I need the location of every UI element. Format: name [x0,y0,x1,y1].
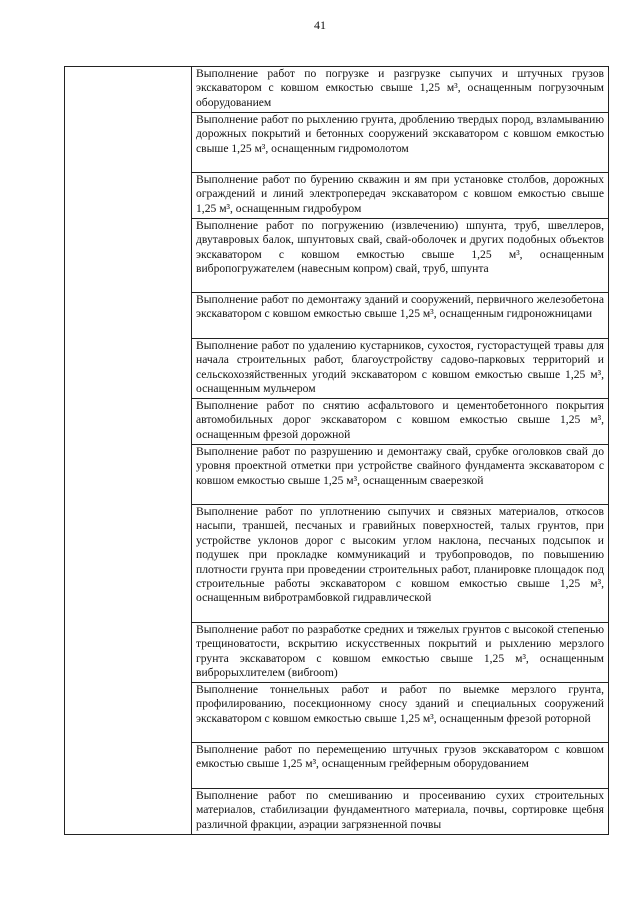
table-cell [192,67,609,113]
table-cell [192,113,609,173]
row-text: Выполнение работ по удалению кустарников, сухостоя, густорастущей травы для начала строительных работ, благоустройству садово-парковых территорий и сельскохозяйственных угодий экскаватором с ковшом емкостью свыше 1,25 м³, оснащенным мульчером [196,339,604,396]
row-text: Выполнение работ по уплотнению сыпучих и связных материалов, откосов насыпи, траншей, песчаных и гравийных поверхностей, талых грунтов, при устройстве уклонов дорог с высоким углом наклона, песчаных подсыпок и подушек при прокладке коммуникаций и трубопроводов, по повышению плотности грунта при проведении строительных работ, планировке площадок под строительные работы экскаватором с ковшом емкостью свыше 1,25 м³, оснащенным вибротрамбовкой гидравлической [196,505,604,605]
table-cell [192,293,609,339]
table-row [65,67,609,113]
table-cell [192,743,609,789]
row-text: Выполнение работ по демонтажу зданий и сооружений, первичного железобетона экскаватором с ковшом емкостью свыше 1,25 м³, оснащенным гидроножницами [196,293,604,321]
table-cell [192,789,609,835]
row-text: Выполнение работ по снятию асфальтового и цементобетонного покрытия автомобильных дорог экскаватором с ковшом емкостью свыше 1,25 м³, оснащенным фрезой дорожной [196,399,604,441]
row-text: Выполнение работ по разработке средних и тяжелых грунтов с высокой степенью трещиноватости, вскрытию искусственных покрытий и рыхлению мерзлого грунта экскаватором с ковшом емкостью свыше 1,25 м³, оснащенным виброрыхлителем (вибroom) [196,623,604,680]
row-text: Выполнение работ по перемещению штучных грузов экскаватором с ковшом емкостью свыше 1,25 м³, оснащенным грейферным оборудованием [196,743,604,771]
services-table [64,66,609,835]
row-text: Выполнение работ по погрузке и разгрузке сыпучих и штучных грузов экскаватором с ковшом емкостью свыше 1,25 м³, оснащенным погрузочным оборудованием [196,67,604,109]
row-text: Выполнение работ по бурению скважин и ям при установке столбов, дорожных ограждений и линий электропередач экскаватором с ковшом емкостью свыше 1,25 м³, оснащенным гидробуром [196,173,604,215]
table-cell [192,399,609,445]
left-column-empty [65,67,192,835]
row-text: Выполнение работ по смешиванию и просеиванию сухих строительных материалов, стабилизации фундаментного материала, почвы, сортировке щебня различной фракции, аэрации загрязненной почвы [196,789,604,831]
table-cell [192,445,609,505]
row-text: Выполнение тоннельных работ и работ по выемке мерзлого грунта, профилированию, посекционному сносу зданий и специальных сооружений экскаватором с ковшом емкостью свыше 1,25 м³, оснащенным фрезой роторной [196,683,604,725]
page-number: 41 [314,18,326,32]
table-cell [192,219,609,293]
table-cell [192,173,609,219]
table-cell [192,505,609,623]
table-cell [192,683,609,743]
row-text: Выполнение работ по разрушению и демонтажу свай, срубке оголовков свай до уровня проектной отметки при устройстве свайного фундамента экскаватором с ковшом емкостью свыше 1,25 м³, оснащенным сваерезкой [196,445,604,487]
table-cell [192,623,609,683]
row-text: Выполнение работ по погружению (извлечению) шпунта, труб, швеллеров, двутавровых балок, шпунтовых свай, свай-оболочек и других подобных объектов экскаватором с ковшом емкостью свыше 1,25 м³, оснащенным вибропогружателем (навесным копром) свай, труб, шпунта [196,219,604,276]
table-cell [192,339,609,399]
row-text: Выполнение работ по рыхлению грунта, дроблению твердых пород, взламыванию дорожных покрытий и бетонных сооружений экскаватором с ковшом емкостью свыше 1,25 м³, оснащенным гидромолотом [196,113,604,155]
